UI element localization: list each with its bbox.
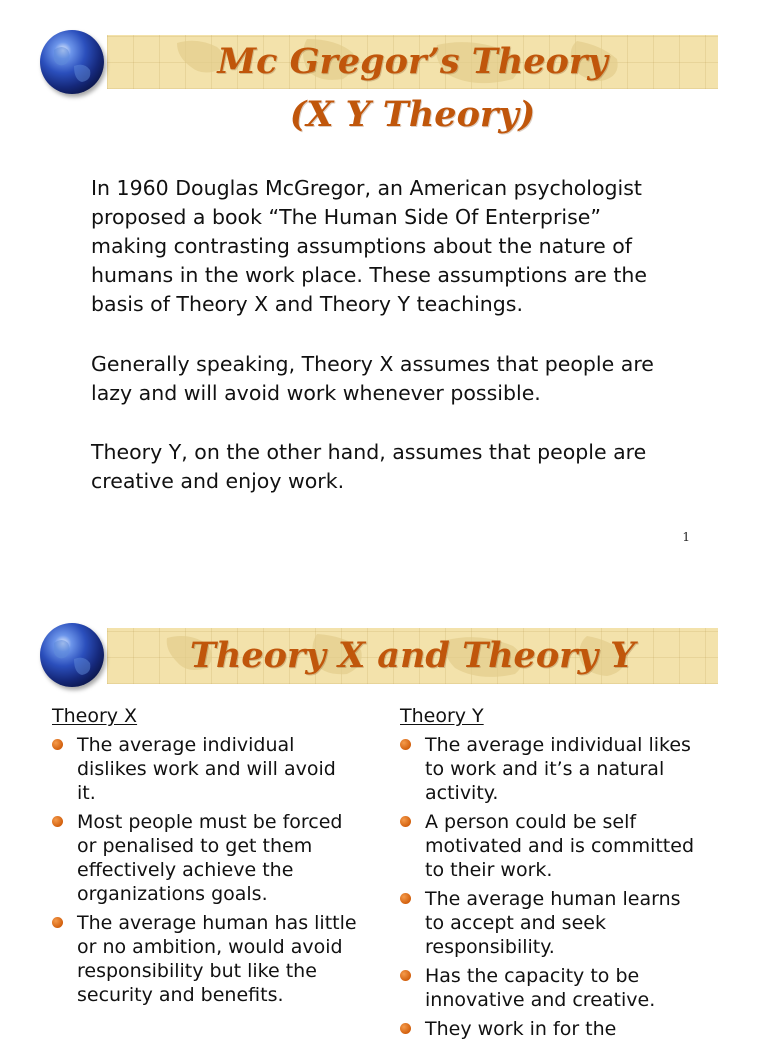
list-item	[52, 733, 372, 805]
theory-x-column	[52, 704, 372, 1012]
text-line: humans in the work place. These assumptions are the	[91, 263, 647, 287]
text-line: Theory Y, on the other hand, assumes that people are	[91, 440, 647, 464]
text-line: motivated and is committed	[425, 835, 695, 857]
list-item	[400, 964, 730, 1012]
theory-y-heading: Theory Y	[400, 705, 484, 727]
globe-icon	[40, 30, 104, 94]
text-line: lazy and will avoid work whenever possible.	[91, 381, 541, 405]
list-item	[400, 733, 730, 805]
text-line: responsibility.	[425, 936, 555, 958]
text-line: Most people must be forced	[77, 811, 343, 833]
text-line: to their work.	[425, 859, 553, 881]
text-line: proposed a book “The Human Side Of Enterprise”	[91, 205, 601, 229]
text-line: The average individual likes	[425, 734, 691, 756]
theory-y-list	[400, 733, 730, 1041]
text-line: making contrasting assumptions about the nature of	[91, 234, 633, 258]
text-line: or no ambition, would avoid	[77, 936, 343, 958]
intro-paragraph	[91, 174, 691, 319]
text-line: creative and enjoy work.	[91, 469, 345, 493]
list-item	[52, 911, 372, 1007]
list-item	[400, 1017, 730, 1041]
text-line: organizations goals.	[77, 883, 268, 905]
text-line: to work and it’s a natural	[425, 758, 665, 780]
theory-y-paragraph	[91, 438, 691, 496]
text-line: basis of Theory X and Theory Y teachings.	[91, 292, 523, 316]
text-line: effectively achieve the	[77, 859, 294, 881]
text-line: The average human learns	[425, 888, 681, 910]
list-item	[400, 810, 730, 882]
globe-icon	[40, 623, 104, 687]
slide-2-title: Theory X and Theory Y	[189, 635, 636, 676]
text-line: responsibility but like the	[77, 960, 317, 982]
theory-x-list	[52, 733, 372, 1007]
text-line: innovative and creative.	[425, 989, 656, 1011]
list-item	[400, 887, 730, 959]
page-number: 1	[682, 530, 690, 544]
slide-1-title: Mc Gregor’s Theory	[217, 41, 608, 82]
text-line: or penalised to get them	[77, 835, 313, 857]
theory-x-paragraph	[91, 350, 691, 408]
text-line: A person could be self	[425, 811, 637, 833]
slide-1-subtitle: (X Y Theory)	[289, 94, 536, 135]
text-line: The average human has little	[77, 912, 357, 934]
theory-x-heading: Theory X	[52, 705, 138, 727]
text-line: They work in for the	[425, 1018, 617, 1040]
list-item	[52, 810, 372, 906]
text-line: The average individual	[77, 734, 295, 756]
text-line: In 1960 Douglas McGregor, an American psychologist	[91, 176, 642, 200]
theory-y-column	[400, 704, 730, 1046]
text-line: it.	[77, 782, 96, 804]
text-line: activity.	[425, 782, 499, 804]
text-line: dislikes work and will avoid	[77, 758, 336, 780]
text-line: to accept and seek	[425, 912, 606, 934]
text-line: security and benefits.	[77, 984, 284, 1006]
slide-2	[0, 594, 768, 1040]
text-line: Generally speaking, Theory X assumes that people are	[91, 352, 654, 376]
text-line: Has the capacity to be	[425, 965, 640, 987]
